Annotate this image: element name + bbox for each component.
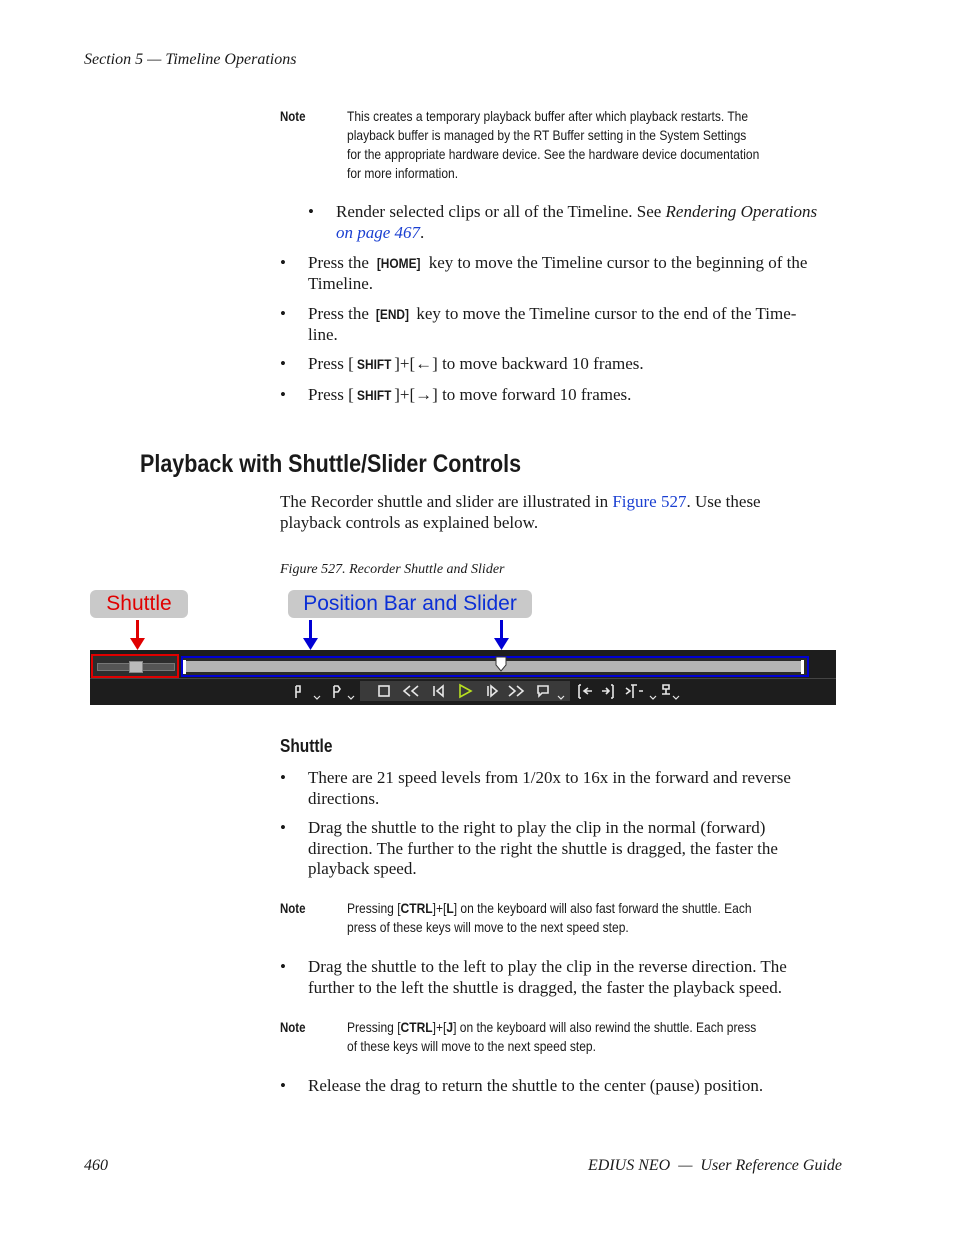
bullet-text: Drag the shuttle to the right to play the clip in the normal (forward) [308,818,766,837]
bullet-glyph: • [280,957,286,976]
note-line: for more information. [347,165,459,181]
fast-forward-icon[interactable] [509,686,523,696]
shuttle-knob[interactable] [129,661,143,673]
bullet-text: There are 21 speed levels from 1/20x to 16x in the forward and reverse [308,768,791,787]
note-line: ]+[ [432,1019,447,1035]
key-name: [HOME] [377,255,421,271]
note-text [347,107,811,183]
set-out-icon[interactable] [334,686,354,699]
bullet-text: Drag the shuttle to the left to play the clip in the reverse direction. The [308,957,787,976]
position-bar-label: Position Bar and Slider [288,590,532,618]
key-name: SHIFT [356,356,392,372]
bullet-glyph: • [280,768,286,787]
running-footer: EDIUS NEO — User Reference Guide [587,1157,842,1174]
bullet-text: Release the drag to return the shuttle to the center (pause) position. [308,1076,764,1095]
paragraph-text: . Use these [686,492,761,511]
bullet-glyph: • [280,1076,286,1095]
bullet-text: Timeline. [308,273,374,293]
rewind-icon[interactable] [404,686,418,696]
position-arrow-icon [303,620,318,650]
key-name: CTRL [400,900,433,916]
bullet-text: line. [308,324,338,344]
set-in-icon[interactable] [296,686,320,699]
bullet-text: playback speed. [308,859,417,878]
note-line: press of these keys will move to the next speed step. [347,919,629,935]
bullet-text: direction. The further to the right the shuttle is dragged, the faster the [308,838,778,858]
figure-caption: Figure 527. Recorder Shuttle and Slider [280,562,505,577]
note-line: Pressing [ [347,1019,401,1035]
insert-icon[interactable] [626,685,656,699]
bullet-text: Render selected clips or all of the Timeline. See [336,202,666,221]
bullet-text: Press [ [308,385,354,404]
bullet-text: key to move the Timeline cursor to the end of the Time- [412,304,797,323]
shuttle-arrow-icon [130,620,145,650]
note-label: Note [280,108,306,124]
paragraph-text: playback controls as explained below. [280,512,539,532]
bullet-glyph: • [280,304,286,323]
punctuation: . [420,222,425,242]
bullet-text: Press the [308,253,374,272]
note-line: This creates a temporary playback buffer after which playback restarts. The [347,108,749,124]
bullet-text: Press the [308,304,374,323]
note-text [347,1018,811,1056]
note-line: playback buffer is managed by the RT Buffer setting in the System Settings [347,127,747,143]
note-text [347,899,811,937]
play-icon[interactable] [460,685,471,697]
bullet-glyph: • [280,253,286,272]
bullet-text: directions. [308,788,380,808]
step-forward-icon[interactable] [488,686,497,696]
slider-arrow-icon [494,620,509,650]
figure-link[interactable]: Figure 527 [612,492,687,511]
note-line: ] on the keyboard will also rewind the shuttle. Each press [453,1019,757,1035]
slider-handle-icon[interactable] [495,656,507,672]
bullet-text: Press [ [308,354,354,373]
note-line: ]+[ [432,900,447,916]
figure-arrows [90,618,836,652]
bullet-text: key to move the Timeline cursor to the beginning of the [424,253,808,272]
key-name: L [446,900,454,916]
section-heading: Playback with Shuttle/Slider Controls [140,450,522,478]
bullet-glyph: • [308,202,314,221]
loop-icon[interactable] [538,686,564,699]
subsection-heading: Shuttle [280,736,333,756]
bullet-glyph: • [280,818,286,837]
key-name: J [446,1019,454,1035]
key-name: [END] [376,306,410,322]
step-back-icon[interactable] [434,686,443,696]
out-marker [801,660,804,674]
shuttle-label: Shuttle [90,590,188,618]
page-number: 460 [84,1157,108,1174]
cross-reference-title: Rendering Operations [665,202,818,221]
stop-icon[interactable] [379,686,389,696]
overwrite-icon[interactable] [662,685,679,699]
in-marker [183,660,186,674]
shuttle-control[interactable] [91,654,179,678]
note-line: ] on the keyboard will also fast forward the shuttle. Each [453,900,752,916]
transport-controls [290,682,690,704]
toolbar-divider [90,678,836,679]
key-name: SHIFT [356,387,392,403]
note-label: Note [280,1019,306,1035]
note-line: of these keys will move to the next speed step. [347,1038,596,1054]
key-name: CTRL [400,1019,433,1035]
bullet-text: further to the left the shuttle is dragged, the faster the playback speed. [308,977,782,997]
jump-in-icon[interactable] [579,685,592,698]
intro-paragraph [280,492,850,533]
note-label: Note [280,900,306,916]
bullet-text: ]+[←] to move backward 10 frames. [394,354,644,373]
running-header: Section 5 — Timeline Operations [84,51,297,68]
bullet-glyph: • [280,385,286,404]
note-line: for the appropriate hardware device. See the hardware device documentation [347,146,760,162]
bullet-glyph: • [280,354,286,373]
paragraph-text: The Recorder shuttle and slider are illustrated in [280,492,613,511]
note-line: Pressing [ [347,900,401,916]
jump-out-icon[interactable] [602,685,613,698]
bullet-text: ]+[→] to move forward 10 frames. [394,385,632,404]
page-link[interactable]: on page 467 [336,222,421,242]
